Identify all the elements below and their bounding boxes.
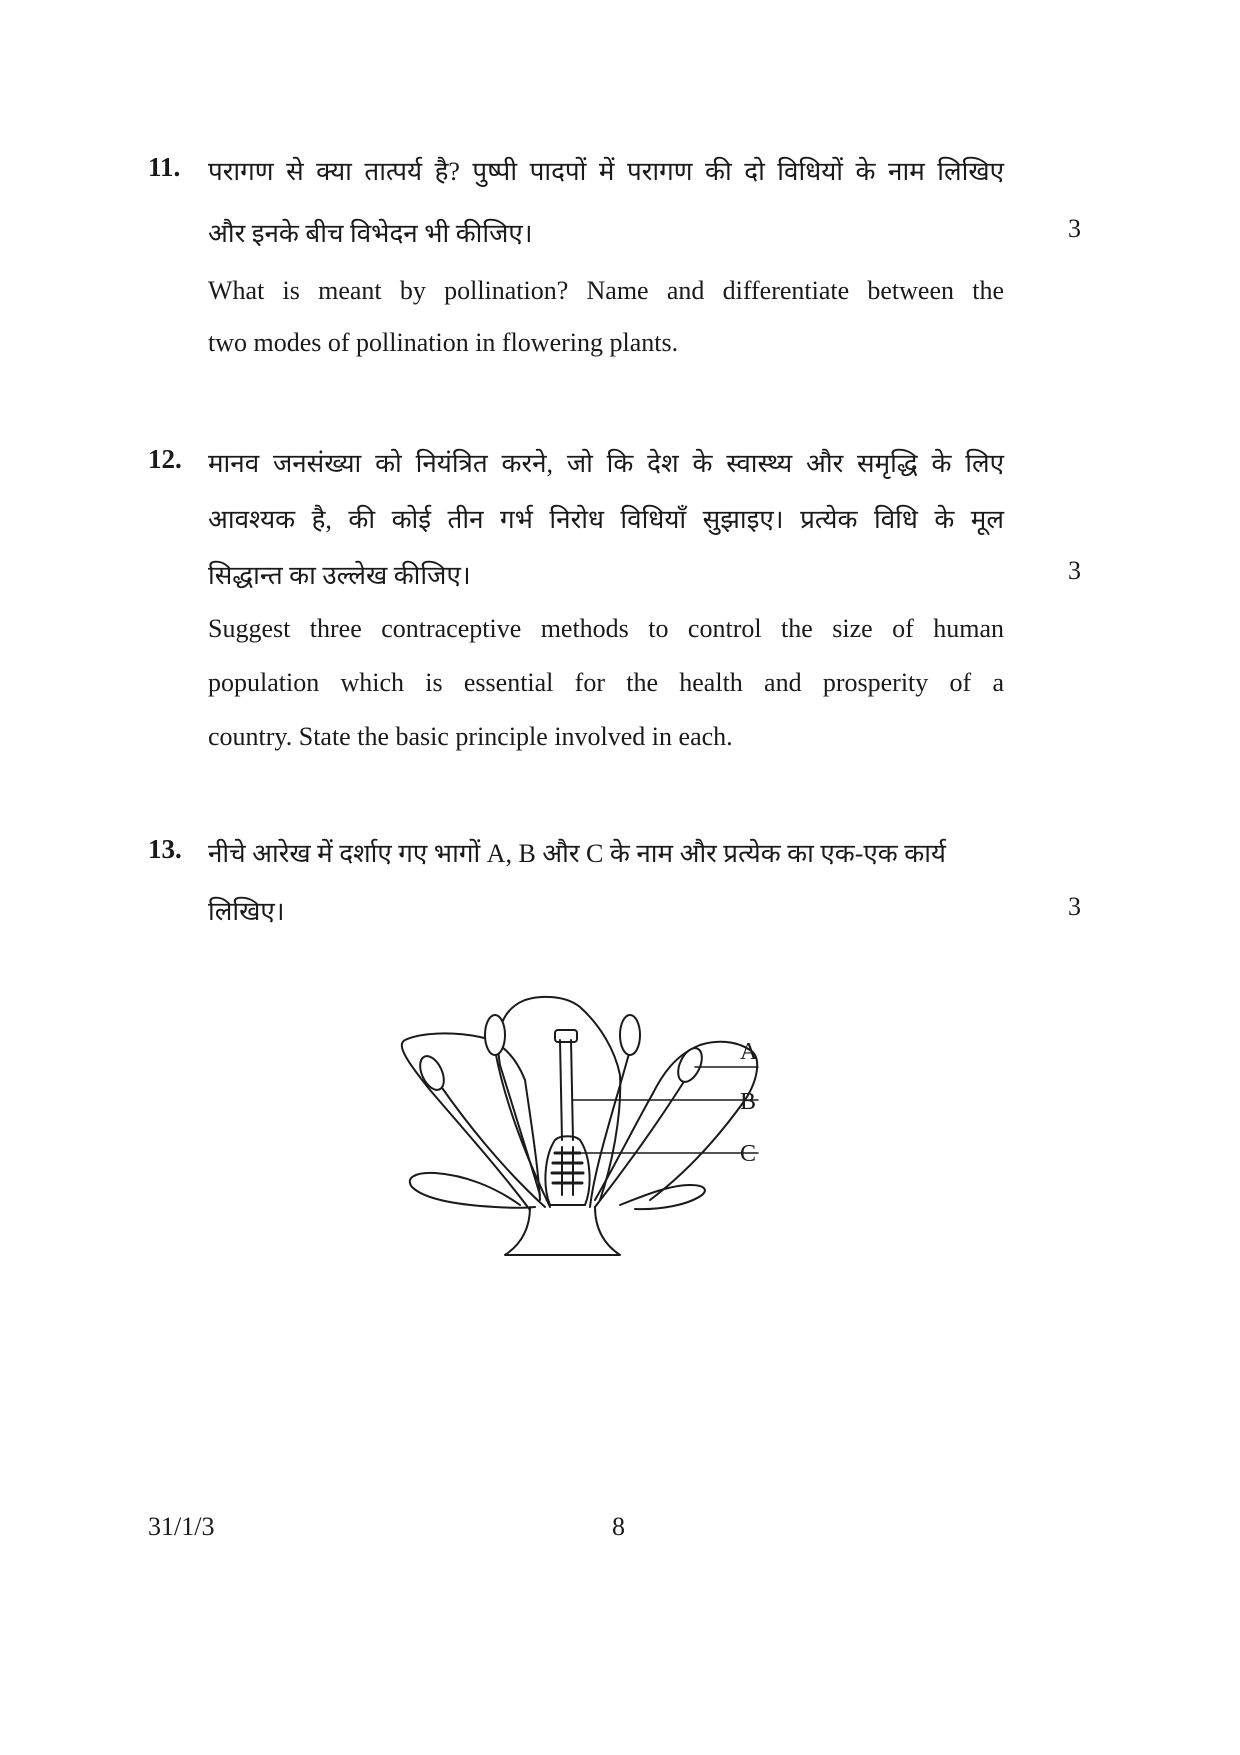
- anther-1: [415, 1052, 448, 1093]
- question-hindi-line: नीचे आरेख में दर्शाए गए भागों A, B और C के नाम और प्रत्येक का एक-एक कार्य: [208, 839, 947, 868]
- question-english-line: What is meant by pollination? Name and differentiate between the: [208, 276, 1004, 305]
- thalamus: [505, 1207, 620, 1255]
- question-hindi-line: मानव जनसंख्या को नियंत्रित करने, जो कि देश के स्वास्थ्य और समृद्धि के लिए: [208, 449, 1004, 478]
- label-b: B: [740, 1089, 757, 1115]
- question-hindi-line: परागण से क्या तात्पर्य है? पुष्पी पादपों में परागण की दो विधियों के नाम लिखिए: [208, 157, 1004, 186]
- stigma: [555, 1030, 577, 1042]
- flower-diagram: [390, 995, 770, 1260]
- question-english-line: Suggest three contraceptive methods to control the size of human: [208, 614, 1004, 643]
- right-lower-petal: [620, 1185, 705, 1209]
- question-marks: 3: [1068, 214, 1081, 243]
- anther-3: [620, 1015, 640, 1055]
- label-c: C: [740, 1141, 757, 1167]
- anther-4: [673, 1044, 706, 1085]
- question-english-line: country. State the basic principle involved in each.: [208, 722, 733, 751]
- question-hindi-line: सिद्धान्त का उल्लेख कीजिए।: [208, 561, 471, 590]
- page-number: 8: [612, 1512, 625, 1541]
- question-hindi-line: आवश्यक है, की कोई तीन गर्भ निरोध विधियाँ सुझाइए। प्रत्येक विधि के मूल: [208, 505, 1004, 534]
- question-marks: 3: [1068, 892, 1081, 921]
- question-hindi-line: और इनके बीच विभेदन भी कीजिए।: [208, 219, 533, 248]
- question-english-line: two modes of pollination in flowering plants.: [208, 328, 679, 357]
- question-number: 11.: [148, 152, 181, 182]
- question-number: 13.: [148, 834, 182, 864]
- question-number: 12.: [148, 444, 182, 474]
- question-marks: 3: [1068, 556, 1081, 585]
- anther-2: [485, 1015, 505, 1055]
- question-hindi-line: लिखिए।: [208, 897, 285, 926]
- filament-3: [590, 1050, 630, 1207]
- ovary: [545, 1136, 589, 1205]
- style: [560, 1040, 573, 1140]
- paper-code: 31/1/3: [148, 1512, 215, 1541]
- question-english-line: population which is essential for the health and prosperity of a: [208, 668, 1004, 697]
- label-a: A: [740, 1039, 758, 1065]
